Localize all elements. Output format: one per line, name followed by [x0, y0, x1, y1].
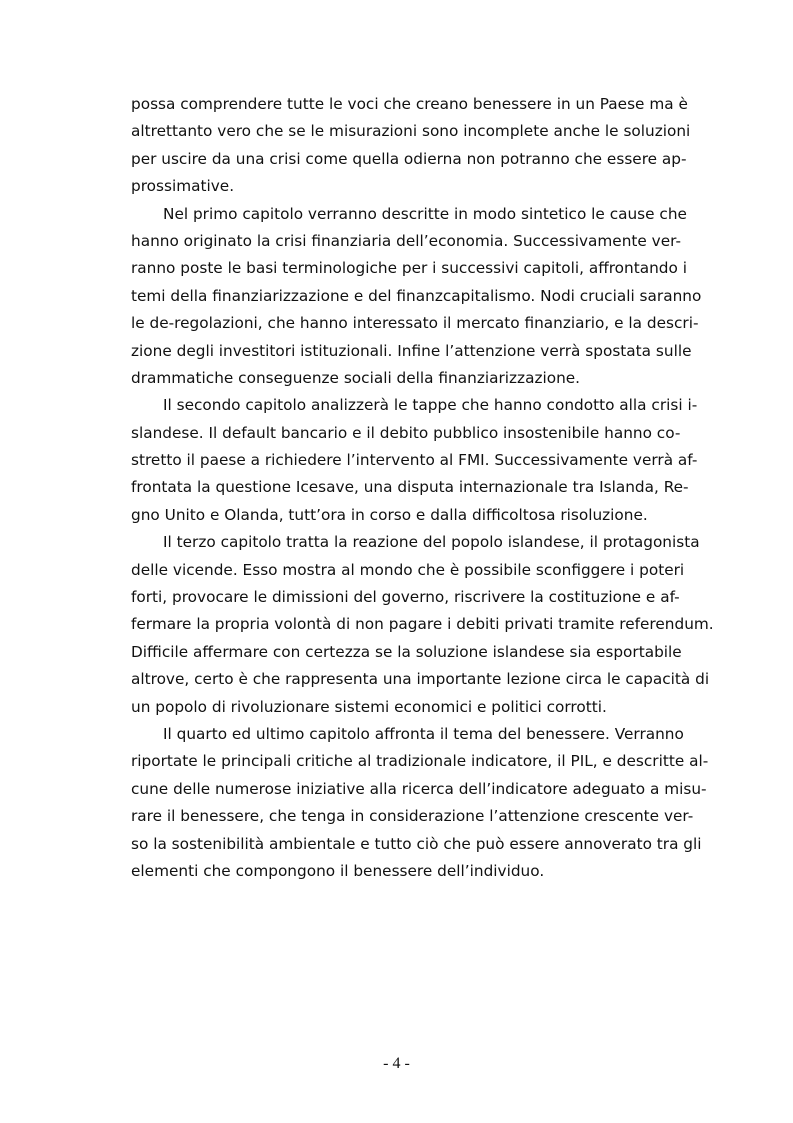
text-line: riportate le principali critiche al tradizionale indicatore, il PIL, e descritte al-: [131, 752, 709, 771]
text-line: un popolo di rivoluzionare sistemi economici e politici corrotti.: [131, 697, 607, 716]
text-line: slandese. Il default bancario e il debito pubblico insostenibile hanno co-: [131, 423, 681, 442]
paragraph-chapter-one: [131, 201, 702, 393]
body-text: [131, 91, 714, 885]
text-line: ranno poste le basi terminologiche per i successivi capitoli, affrontando i: [131, 259, 687, 278]
text-line: so la sostenibilità ambientale e tutto ciò che può essere annoverato tra gli: [131, 834, 702, 853]
text-line: hanno originato la crisi finanziaria dell’economia. Successivamente ver-: [131, 231, 681, 250]
text-line: Il quarto ed ultimo capitolo affronta il tema del benessere. Verranno: [163, 724, 684, 743]
text-line: temi della finanziarizzazione e del finanzcapitalismo. Nodi cruciali saranno: [131, 286, 702, 305]
text-line: rare il benessere, che tenga in considerazione l’attenzione crescente ver-: [131, 807, 694, 826]
text-line: frontata la questione Icesave, una disputa internazionale tra Islanda, Re-: [131, 478, 689, 497]
page-number: - 4 -: [383, 1055, 410, 1072]
text-line: per uscire da una crisi come quella odierna non potranno che essere ap-: [131, 149, 687, 168]
text-line: Difficile affermare con certezza se la soluzione islandese sia esportabile: [131, 642, 682, 661]
text-line: le de-regolazioni, che hanno interessato il mercato finanziario, e la descri-: [131, 314, 699, 333]
text-line: drammatiche conseguenze sociali della finanziarizzazione.: [131, 368, 581, 387]
text-line: fermare la propria volontà di non pagare i debiti privati tramite referendum.: [131, 615, 714, 634]
text-line: cune delle numerose iniziative alla ricerca dell’indicatore adeguato a misu-: [131, 779, 707, 798]
paragraph-intro-continuation: [131, 91, 691, 201]
text-line: Nel primo capitolo verranno descritte in modo sintetico le cause che: [163, 204, 687, 223]
text-line: altrettanto vero che se le misurazioni sono incomplete anche le soluzioni: [131, 122, 691, 141]
text-line: possa comprendere tutte le voci che creano benessere in un Paese ma è: [131, 95, 688, 113]
text-line: elementi che compongono il benessere dell’individuo.: [131, 861, 545, 880]
text-line: forti, provocare le dimissioni del governo, riscrivere la costituzione e af-: [131, 588, 680, 607]
text-line: prossimative.: [131, 177, 235, 196]
paragraph-chapter-four: [131, 721, 709, 885]
text-line: Il terzo capitolo tratta la reazione del popolo islandese, il protagonista: [163, 533, 700, 552]
text-line: zione degli investitori istituzionali. Infine l’attenzione verrà spostata sulle: [131, 341, 692, 360]
text-line: stretto il paese a richiedere l’intervento al FMI. Successivamente verrà af-: [131, 451, 698, 470]
text-line: gno Unito e Olanda, tutt’ora in corso e dalla difficoltosa risoluzione.: [131, 505, 648, 524]
text-line: altrove, certo è che rappresenta una importante lezione circa le capacità di: [131, 670, 710, 689]
paragraph-chapter-three: [131, 529, 714, 721]
paragraph-chapter-two: [131, 392, 698, 529]
text-line: delle vicende. Esso mostra al mondo che è possibile sconfiggere i poteri: [131, 560, 685, 579]
text-line: Il secondo capitolo analizzerà le tappe che hanno condotto alla crisi i-: [163, 396, 698, 415]
